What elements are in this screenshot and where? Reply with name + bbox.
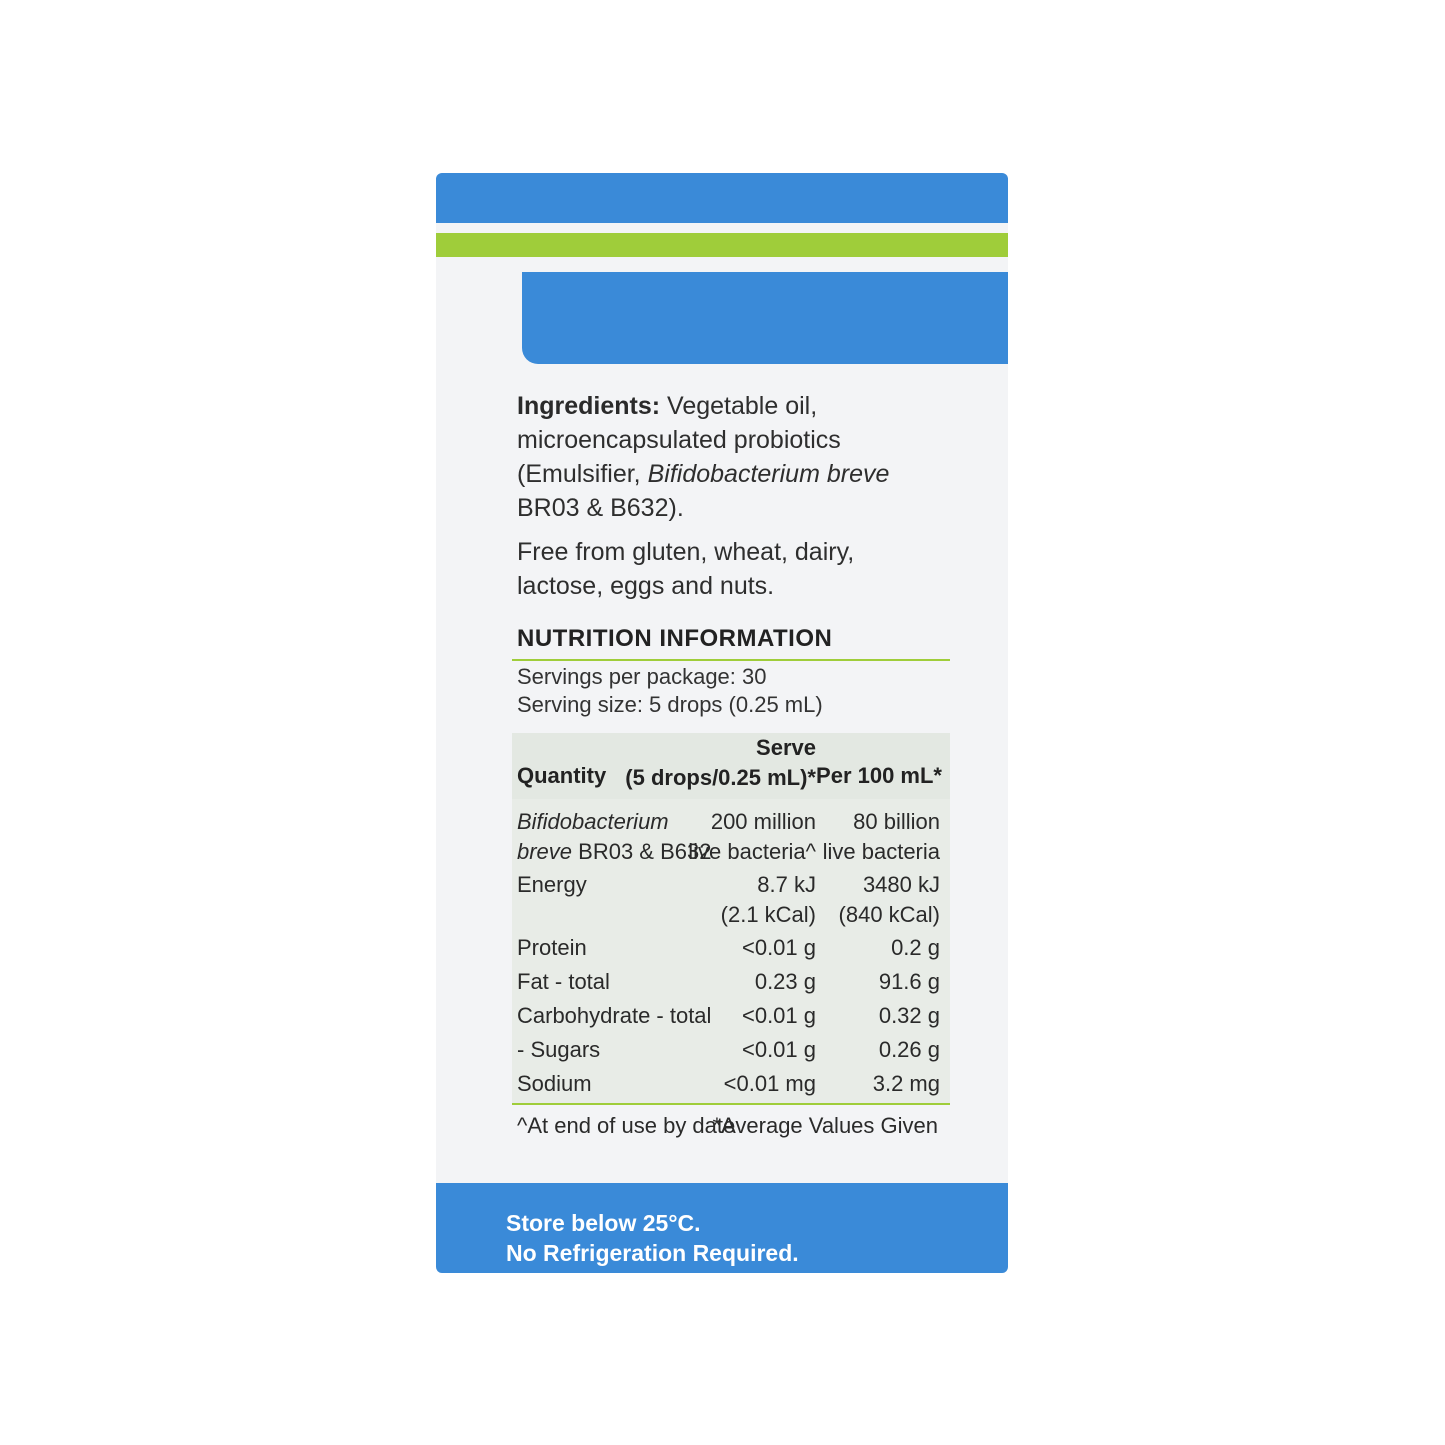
blue-header-block (522, 272, 1008, 364)
ingredients-label: Ingredients: (517, 392, 661, 420)
table-row (512, 1001, 950, 1031)
row-per100-line1: 80 billion (853, 809, 940, 834)
green-stripe (436, 233, 1008, 257)
free-from-text: Free from gluten, wheat, dairy, lactose, eggs and nuts. (517, 538, 855, 600)
row-per100-line2: live bacteria (822, 839, 940, 864)
ingredients-text (517, 389, 947, 525)
row-serve-line1: 8.7 kJ (757, 872, 816, 897)
serving-size: Serving size: 5 drops (0.25 mL) (517, 692, 823, 717)
row-per100-line1: 3480 kJ (862, 872, 940, 897)
top-white-stripe (436, 223, 1008, 233)
row-serve: <0.01 g (741, 1003, 816, 1028)
servings-info (512, 663, 950, 723)
row-name: Energy (517, 872, 587, 897)
footnote-use-by: ^At end of use by date (517, 1113, 736, 1138)
product-box-side-panel (436, 173, 1008, 1273)
row-name-line2-italic: breve (517, 839, 573, 864)
white-stripe (436, 257, 1008, 272)
row-per100: 0.32 g (878, 1003, 940, 1028)
row-name: - Sugars (517, 1037, 601, 1062)
table-row (512, 807, 950, 867)
row-serve: <0.01 g (741, 1037, 816, 1062)
table-row (512, 1069, 950, 1099)
nutrition-rule-bottom (512, 1103, 950, 1105)
header-per-100ml: Per 100 mL* (816, 763, 942, 788)
row-serve: <0.01 mg (723, 1071, 816, 1096)
header-serve-line1: Serve (756, 735, 816, 760)
storage-line2: No Refrigeration Required. (506, 1240, 799, 1266)
row-per100 (839, 870, 940, 930)
table-row (512, 967, 950, 997)
storage-line1: Store below 25°C. (506, 1210, 701, 1236)
row-serve-line2: (2.1 kCal) (720, 902, 816, 927)
row-name (517, 807, 711, 867)
nutrition-title: NUTRITION INFORMATION (517, 625, 833, 652)
row-per100: 0.2 g (891, 935, 940, 960)
row-per100: 3.2 mg (872, 1071, 940, 1096)
row-per100 (823, 807, 940, 867)
row-serve (688, 807, 816, 867)
header-serve (625, 733, 816, 793)
row-name: Fat - total (517, 969, 610, 994)
row-per100: 91.6 g (878, 969, 940, 994)
row-name: Protein (517, 935, 587, 960)
row-serve: 0.23 g (754, 969, 816, 994)
row-name: Sodium (517, 1071, 592, 1096)
table-row (512, 1035, 950, 1065)
servings-per-package: Servings per package: 30 (517, 664, 767, 689)
row-serve: <0.01 g (741, 935, 816, 960)
row-serve-line2: live bacteria^ (688, 839, 816, 864)
ingredients-text-part2: BR03 & B632). (517, 494, 684, 522)
ingredients-species: Bifidobacterium breve (647, 460, 890, 488)
footnote-average-values: *Average Values Given (712, 1113, 938, 1138)
row-per100: 0.26 g (878, 1037, 940, 1062)
header-serve-line2: (5 drops/0.25 mL)* (625, 765, 816, 790)
row-per100-line2: (840 kCal) (838, 902, 940, 927)
header-quantity: Quantity (517, 763, 607, 788)
row-serve (721, 870, 816, 930)
nutrition-rule-top (512, 659, 950, 661)
row-serve-line1: 200 million (710, 809, 816, 834)
storage-instructions (506, 1208, 799, 1268)
table-row (512, 870, 950, 930)
table-row (512, 933, 950, 963)
ingredients-section (517, 389, 947, 613)
row-name: Carbohydrate - total (517, 1003, 712, 1028)
row-name-line2-rest: BR03 & B632 (572, 839, 712, 864)
ingredients-text-part1: Vegetable oil, microencapsulated probiotics (Emulsifier, (517, 392, 841, 488)
top-blue-band (436, 173, 1008, 223)
row-name-line1: Bifidobacterium (517, 809, 669, 834)
